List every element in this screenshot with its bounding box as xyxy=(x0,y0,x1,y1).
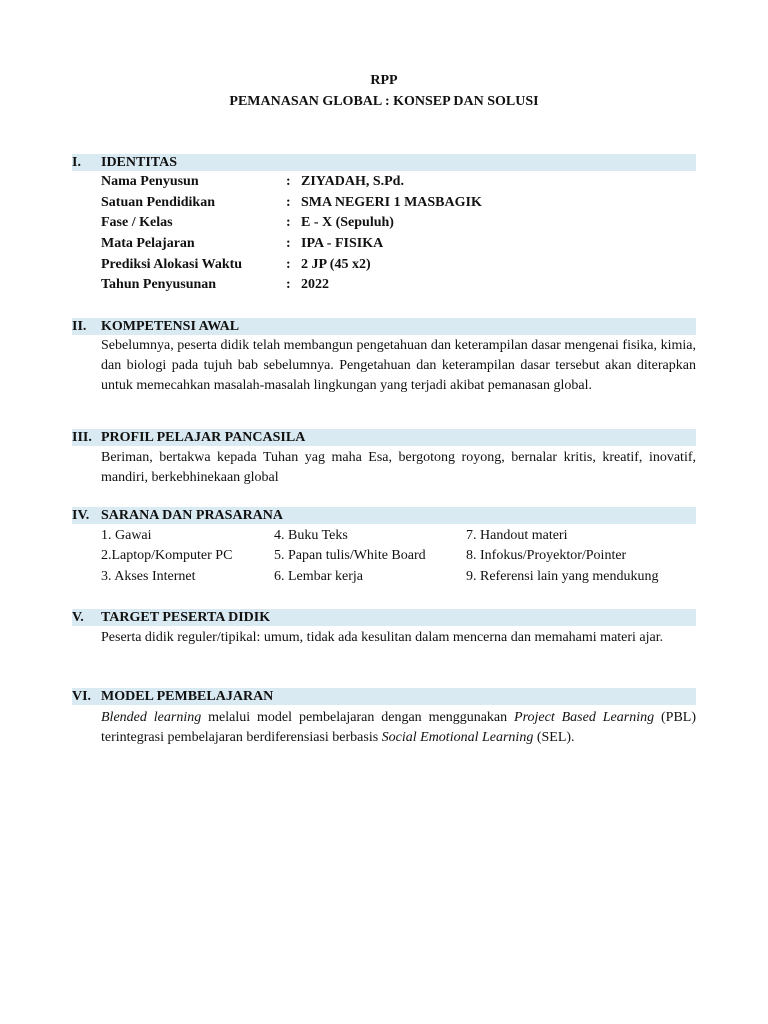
facility-item: 3. Akses Internet xyxy=(101,569,196,584)
model-term-pbl: Project Based Learning xyxy=(514,710,655,725)
identity-label: Nama Penyusun xyxy=(101,174,199,189)
identity-label: Tahun Penyusunan xyxy=(101,277,217,292)
section-target-heading xyxy=(72,609,696,626)
facility-item: 8. Infokus/Proyektor/Pointer xyxy=(466,548,627,563)
identity-colon: : xyxy=(286,277,291,292)
model-text-part: melalui model pembelajaran dengan menggunakan xyxy=(201,710,515,725)
facility-item: 5. Papan tulis/White Board xyxy=(274,548,426,563)
facility-item: 1. Gawai xyxy=(101,528,152,543)
section-title: IDENTITAS xyxy=(101,155,177,170)
identity-label: Fase / Kelas xyxy=(101,215,173,230)
kompetensi-paragraph: Sebelumnya, peserta didik telah membangun pengetahuan dan keterampilan dasar mengenai fisika, kimia, dan biologi pada tujuh bab sebelumnya. Pengetahuan dan keterampilan dasar tersebut akan diterapkan untuk memecahkan masalah-masalah lingkungan yang terjadi akibat pemanasan global. xyxy=(101,338,696,393)
section-number: III. xyxy=(72,430,92,445)
identity-label: Prediksi Alokasi Waktu xyxy=(101,257,243,272)
section-title: PROFIL PELAJAR PANCASILA xyxy=(101,430,306,445)
model-text-part: (PBL) terintegrasi pembelajaran berdiferensiasi berbasis xyxy=(101,710,697,745)
identity-colon: : xyxy=(286,195,291,210)
profil-paragraph: Beriman, bertakwa kepada Tuhan yag maha Esa, bergotong royong, bernalar kritis, kreatif, inovatif, mandiri, berkebhinekaan global xyxy=(101,450,696,485)
document-title: RPP xyxy=(370,73,398,88)
section-profil-heading xyxy=(72,429,696,446)
section-title: SARANA DAN PRASARANA xyxy=(101,508,284,523)
identity-value: ZIYADAH, S.Pd. xyxy=(301,174,404,189)
section-identitas-heading xyxy=(72,154,696,171)
section-number: II. xyxy=(72,319,87,334)
identity-label: Satuan Pendidikan xyxy=(101,195,215,210)
model-term-sel: Social Emotional Learning xyxy=(381,730,534,745)
model-text-part: (SEL). xyxy=(533,730,575,745)
document-subtitle: PEMANASAN GLOBAL : KONSEP DAN SOLUSI xyxy=(229,94,539,109)
section-number: V. xyxy=(72,610,84,625)
section-number: IV. xyxy=(72,508,90,523)
target-paragraph: Peserta didik reguler/tipikal: umum, tidak ada kesulitan dalam mencerna dan memahami materi ajar. xyxy=(101,630,664,645)
identity-label: Mata Pelajaran xyxy=(101,236,195,251)
section-title: TARGET PESERTA DIDIK xyxy=(101,610,271,625)
section-model-heading xyxy=(72,688,696,705)
facility-item: 6. Lembar kerja xyxy=(274,569,364,584)
identity-colon: : xyxy=(286,215,291,230)
section-number: I. xyxy=(72,155,81,170)
section-kompetensi-heading xyxy=(72,318,696,335)
section-number: VI. xyxy=(72,689,92,704)
section-title: KOMPETENSI AWAL xyxy=(101,319,240,334)
identity-colon: : xyxy=(286,174,291,189)
identity-colon: : xyxy=(286,257,291,272)
facility-item: 7. Handout materi xyxy=(466,528,568,543)
identity-colon: : xyxy=(286,236,291,251)
section-title: MODEL PEMBELAJARAN xyxy=(101,689,274,704)
identity-value: SMA NEGERI 1 MASBAGIK xyxy=(301,195,482,210)
facility-item: 4. Buku Teks xyxy=(274,528,348,543)
section-sarana-heading xyxy=(72,507,696,524)
facility-item: 9. Referensi lain yang mendukung xyxy=(466,569,659,584)
model-term-blended: Blended learning xyxy=(101,710,202,725)
identity-value: 2 JP (45 x2) xyxy=(301,257,371,272)
model-paragraph xyxy=(101,708,696,748)
identity-value: 2022 xyxy=(301,277,329,292)
identity-value: IPA - FISIKA xyxy=(301,236,384,251)
identity-value: E - X (Sepuluh) xyxy=(301,215,394,230)
facility-item: 2.Laptop/Komputer PC xyxy=(101,548,233,563)
